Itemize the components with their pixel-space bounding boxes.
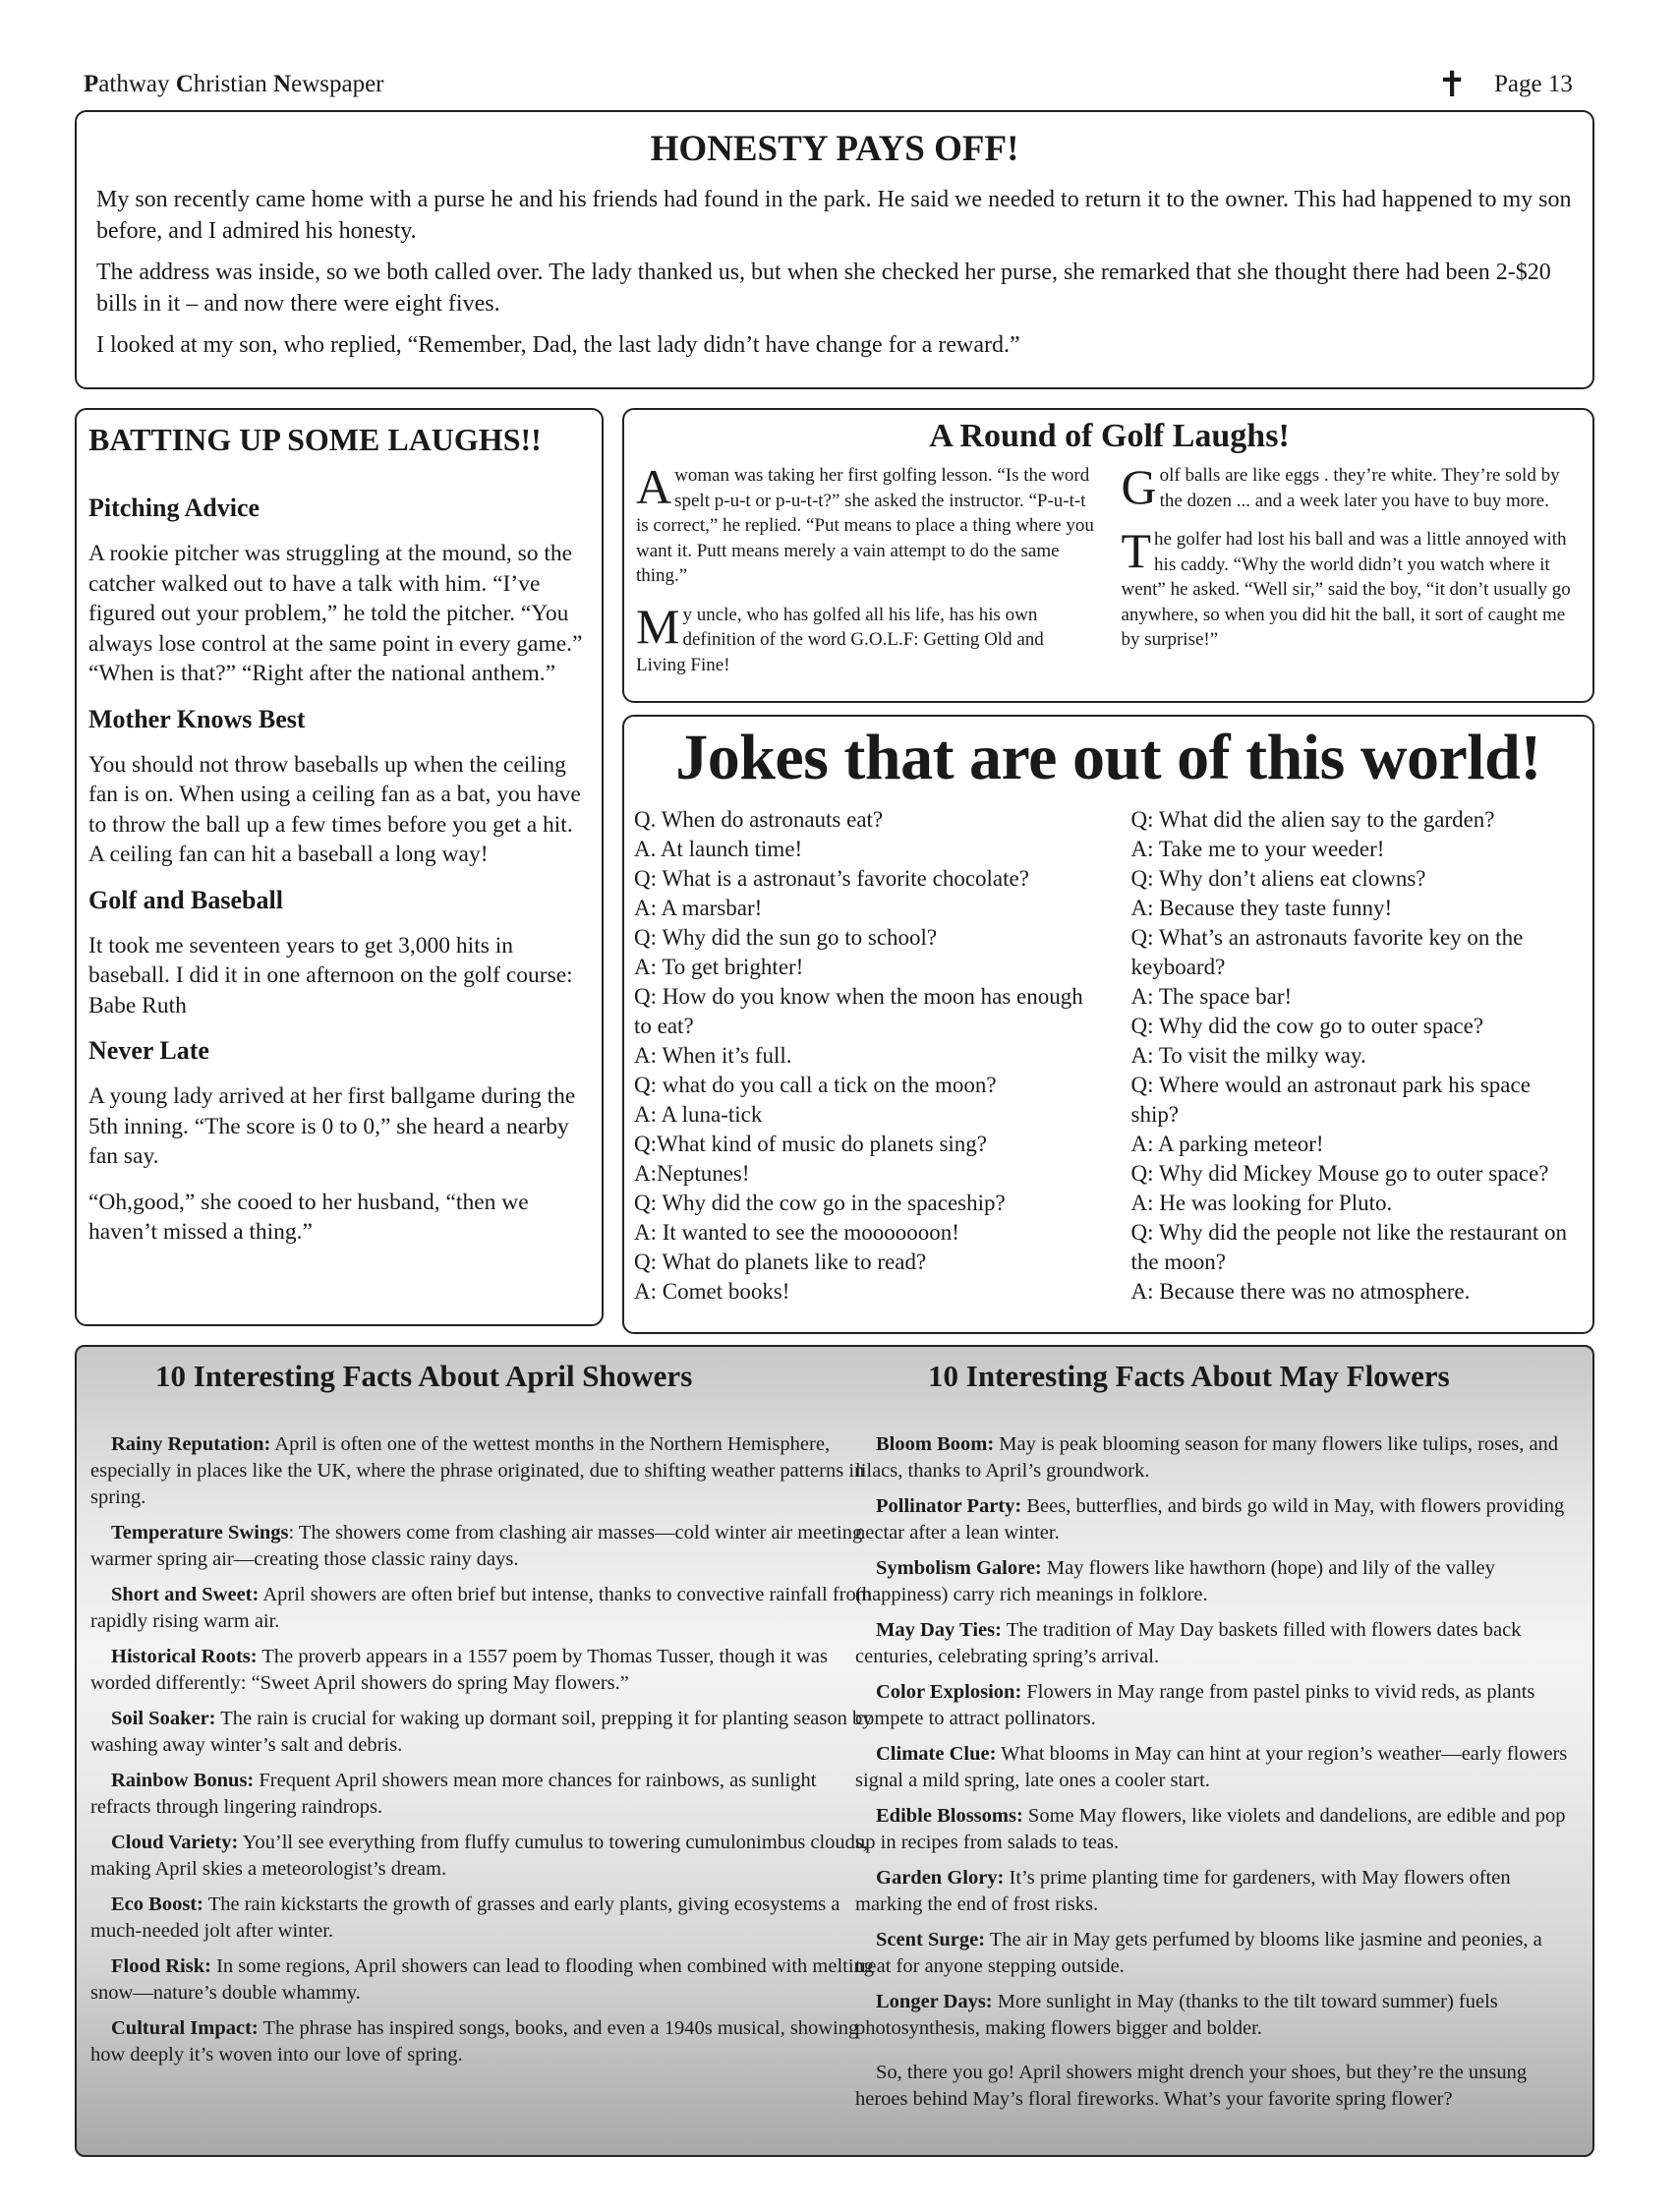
fact-text: : The showers come from clashing air masses—cold winter air meeting warmer spring air—creating those classic rainy days. — [90, 1522, 863, 1570]
april-fact — [90, 1892, 877, 1945]
may-fact — [855, 1679, 1583, 1732]
april-fact — [90, 1520, 877, 1573]
may-fact — [855, 1493, 1583, 1546]
joke-line: Q: Why did the cow go to outer space? — [1130, 1014, 1484, 1038]
fact-label: Bloom Boom: — [876, 1433, 995, 1455]
fact-label: Color Explosion: — [876, 1681, 1022, 1703]
fact-text: It’s prime planting time for gardeners, with May flowers often marking the end of frost risks. — [855, 1867, 1511, 1915]
april-fact — [90, 2015, 877, 2068]
fact-text: What blooms in May can hint at your region’s weather—early flowers signal a mild spring, late ones a cooler start. — [855, 1743, 1568, 1791]
closing-paragraph: So, there you go! April showers might drench your shoes, but they’re the unsung heroes behind May’s floral fireworks. What’s your favorite spring flower? — [855, 2062, 1528, 2110]
joke-line: A: A luna-tick — [634, 1102, 763, 1127]
may-fact — [855, 1989, 1583, 2042]
joke-line: Q: What’s an astronauts favorite key on the keyboard? — [1130, 925, 1524, 979]
space-jokes-title: Jokes that are out of this world! — [675, 722, 1541, 793]
honesty-paragraph: I looked at my son, who replied, “Remember, Dad, the last lady didn’t have change for a reward.” — [96, 332, 1020, 358]
fact-label: Temperature Swings — [111, 1522, 289, 1543]
april-fact — [90, 1706, 877, 1759]
space-jokes-left-column — [634, 805, 1086, 1307]
april-fact — [90, 1953, 877, 2007]
fact-text: The rain is crucial for waking up dormant soil, prepping it for planting season by washing away winter’s salt and debris. — [90, 1708, 873, 1756]
golf-joke — [1121, 459, 1584, 514]
masthead-word-newspaper: ewspaper — [291, 71, 384, 97]
may-fact — [855, 1865, 1583, 1918]
may-fact — [855, 1927, 1583, 1980]
fact-text: April showers are often brief but intense, thanks to convective rainfall from rapidly rising warm air. — [90, 1584, 872, 1632]
masthead-word-christian: hristian — [193, 71, 274, 97]
joke-line: Q: How do you know when the moon has enough to eat? — [634, 984, 1083, 1038]
joke-line: A: To visit the milky way. — [1130, 1043, 1366, 1068]
joke-line: Q: Why did Mickey Mouse go to outer space? — [1130, 1161, 1549, 1186]
honesty-article — [75, 110, 1594, 389]
joke-line: Q: what do you call a tick on the moon? — [634, 1073, 997, 1097]
fact-label: Short and Sweet: — [111, 1584, 260, 1605]
joke-line: Q: Why did the sun go to school? — [634, 925, 938, 950]
fact-text: The rain kickstarts the growth of grasses and early plants, giving ecosystems a much-needed jolt after winter. — [90, 1893, 840, 1942]
fact-text: More sunlight in May (thanks to the tilt toward summer) fuels photosynthesis, making flowers bigger and bolder. — [855, 1991, 1498, 2039]
batting-article — [75, 408, 604, 1326]
fact-text: Frequent April showers mean more chances for rainbows, as sunlight refracts through lingering raindrops. — [90, 1770, 817, 1818]
fact-text: Some May flowers, like violets and dandelions, are edible and pop up in recipes from salads to teas. — [855, 1805, 1566, 1853]
fact-label: Flood Risk: — [111, 1955, 211, 1977]
april-fact — [90, 1830, 877, 1883]
fact-label: Scent Surge: — [876, 1929, 986, 1950]
fact-label: Eco Boost: — [111, 1893, 203, 1915]
golf-title: A Round of Golf Laughs! — [929, 418, 1290, 454]
joke-line: Q: What do planets like to read? — [634, 1250, 927, 1274]
drop-cap: M — [636, 598, 680, 654]
cross-icon: ✝ — [1437, 65, 1468, 104]
golf-joke-text: olf balls are like eggs . they’re white. They’re sold by the dozen ... and a week later you have to buy more. — [1159, 465, 1560, 511]
golf-joke-text: woman was taking her first golfing lesson. “Is the word spelt p-u-t or p-u-t-t?” she asked the instructor. “P-u-t-t is correct,” he replied. “Put means to place a thing where you want it. Putt means merely a vain attempt to do the same thing.” — [636, 465, 1094, 586]
golf-joke — [636, 459, 1098, 589]
fact-text: The phrase has inspired songs, books, and even a 1940s musical, showing how deeply it’s woven into our love of spring. — [90, 2017, 859, 2066]
fact-text: Bees, butterflies, and birds go wild in May, with flowers providing nectar after a lean winter. — [855, 1495, 1565, 1543]
joke-line: A: Take me to your weeder! — [1130, 837, 1385, 861]
april-fact — [90, 1644, 877, 1697]
newspaper-masthead — [84, 71, 384, 98]
fact-text: The air in May gets perfumed by blooms like jasmine and peonies, a treat for anyone stepping outside. — [855, 1929, 1542, 1977]
honesty-paragraph: The address was inside, so we both called over. The lady thanked us, but when she checked her purse, she remarked that she thought there had been 2-$20 bills in it – and now there were eight fives. — [96, 260, 1551, 317]
masthead-initial-p: P — [84, 71, 99, 97]
fact-label: Climate Clue: — [876, 1743, 997, 1765]
joke-heading: Pitching Advice — [88, 494, 260, 522]
may-fact — [855, 1431, 1583, 1484]
joke-line: Q: What is a astronaut’s favorite chocolate? — [634, 866, 1029, 891]
joke-line: Q:What kind of music do planets sing? — [634, 1132, 987, 1156]
fact-label: Pollinator Party: — [876, 1495, 1022, 1517]
may-facts-title: 10 Interesting Facts About May Flowers — [928, 1359, 1450, 1393]
joke-line: A: The space bar! — [1130, 984, 1293, 1009]
fact-label: Cultural Impact: — [111, 2017, 259, 2039]
fact-label: Rainy Reputation: — [111, 1433, 271, 1455]
joke-line: A: It wanted to see the mooooooon! — [634, 1220, 959, 1245]
joke-heading: Never Late — [88, 1036, 209, 1065]
fact-text: The proverb appears in a 1557 poem by Thomas Tusser, though it was worded differently: “Sweet April showers do spring May flowers.” — [90, 1646, 828, 1694]
golf-column-left — [636, 459, 1098, 691]
joke-line: A. At launch time! — [634, 837, 803, 861]
space-jokes-article — [622, 715, 1594, 1334]
drop-cap: T — [1121, 523, 1152, 578]
joke-line: A: To get brighter! — [634, 955, 804, 979]
fact-label: Longer Days: — [876, 1991, 993, 2012]
golf-joke — [636, 598, 1098, 678]
fact-text: You’ll see everything from fluffy cumulus to towering cumulonimbus clouds, making April skies a meteorologist’s dream. — [90, 1832, 869, 1880]
joke-text: It took me seventeen years to get 3,000 hits in baseball. I did it in one afternoon on the golf course: Babe Ruth — [88, 932, 573, 1019]
may-fact — [855, 1617, 1583, 1670]
joke-heading: Mother Knows Best — [88, 704, 306, 733]
joke-text: A young lady arrived at her first ballgame during the 5th inning. “The score is 0 to 0,” she heard a nearby fan say. — [88, 1083, 576, 1169]
golf-joke-text: y uncle, who has golfed all his life, has his own definition of the word G.O.L.F: Getting Old and Living Fine! — [636, 604, 1044, 675]
april-fact — [90, 1768, 877, 1821]
fact-text: The tradition of May Day baskets filled with flowers dates back centuries, celebrating spring’s arrival. — [855, 1619, 1522, 1667]
joke-heading: Golf and Baseball — [88, 885, 283, 914]
may-fact — [855, 1803, 1583, 1856]
fact-text: May is peak blooming season for many flowers like tulips, roses, and lilacs, thanks to April’s groundwork. — [855, 1433, 1559, 1482]
facts-section — [75, 1345, 1594, 2157]
fact-label: Soil Soaker: — [111, 1708, 216, 1729]
may-facts-list — [855, 1431, 1583, 2122]
honesty-paragraph: My son recently came home with a purse he and his friends had found in the park. He said we needed to return it to the owner. This had happened to my son before, and I admired his honesty. — [96, 187, 1572, 244]
april-fact — [90, 1582, 877, 1635]
fact-text: April is often one of the wettest months in the Northern Hemisphere, especially in places like the UK, where the phrase originated, due to shifting weather patterns in spring. — [90, 1433, 865, 1508]
joke-text: You should not throw baseballs up when the ceiling fan is on. When using a ceiling fan as a bat, you have to throw the ball up a few times before you get a hit. A ceiling fan can hit a baseball a long way! — [88, 751, 581, 867]
joke-text: A rookie pitcher was struggling at the mound, so the catcher walked out to have a talk with him. “I’ve figured out your problem,” he told the pitcher. “You always lose control at the same point in every game.” “When is that?” “Right after the national anthem.” — [88, 541, 583, 686]
joke-line: Q: Why did the cow go in the spaceship? — [634, 1191, 1006, 1215]
golf-joke-text: he golfer had lost his ball and was a little annoyed with his caddy. “Why the world didn’t you watch where it went” he asked. “Well sir,” said the boy, “it don’t usually go anywhere, so when you did hit the ball, it sort of caught me by surprise!” — [1121, 529, 1571, 650]
april-facts-list — [90, 1431, 877, 2077]
april-facts-title: 10 Interesting Facts About April Showers — [155, 1359, 693, 1393]
batting-title: BATTING UP SOME LAUGHS!! — [88, 422, 542, 457]
joke-line: Q: What did the alien say to the garden? — [1130, 807, 1495, 832]
fact-label: Symbolism Galore: — [876, 1557, 1042, 1579]
joke-line: A: Because there was no atmosphere. — [1130, 1279, 1471, 1304]
golf-article — [622, 408, 1594, 703]
page-number: Page 13 — [1494, 71, 1573, 97]
drop-cap: A — [636, 459, 672, 514]
may-fact — [855, 1555, 1583, 1608]
fact-label: Rainbow Bonus: — [111, 1770, 255, 1791]
joke-line: Q. When do astronauts eat? — [634, 807, 884, 832]
joke-line: A: He was looking for Pluto. — [1130, 1191, 1393, 1215]
joke-line: A:Neptunes! — [634, 1161, 750, 1186]
fact-text: In some regions, April showers can lead to flooding when combined with melting snow—nature’s double whammy. — [90, 1955, 875, 2004]
joke-line: Q: Where would an astronaut park his space ship? — [1130, 1073, 1531, 1127]
joke-text: “Oh,good,” she cooed to her husband, “then we haven’t missed a thing.” — [88, 1189, 529, 1245]
golf-joke — [1121, 523, 1584, 653]
may-fact — [855, 1741, 1583, 1794]
masthead-word-pathway: athway — [98, 71, 176, 97]
joke-line: A: A parking meteor! — [1130, 1132, 1324, 1156]
fact-label: Cloud Variety: — [111, 1832, 239, 1853]
masthead-initial-c: C — [175, 71, 194, 97]
joke-line: Q: Why don’t aliens eat clowns? — [1130, 866, 1426, 891]
april-fact — [90, 1431, 877, 1511]
fact-label: Garden Glory: — [876, 1867, 1005, 1889]
fact-text: Flowers in May range from pastel pinks to vivid reds, as plants compete to attract pollinators. — [855, 1681, 1535, 1729]
joke-line: Q: Why did the people not like the restaurant on the moon? — [1130, 1220, 1567, 1274]
honesty-title: HONESTY PAYS OFF! — [650, 129, 1019, 169]
fact-label: Edible Blossoms: — [876, 1805, 1023, 1827]
drop-cap: G — [1121, 459, 1157, 514]
golf-column-right — [1121, 459, 1584, 691]
joke-line: A: Comet books! — [634, 1279, 790, 1304]
fact-label: Historical Roots: — [111, 1646, 258, 1667]
joke-line: A: Because they taste funny! — [1130, 896, 1393, 920]
fact-label: May Day Ties: — [876, 1619, 1002, 1641]
joke-line: A: A marsbar! — [634, 896, 763, 920]
joke-line: A: When it’s full. — [634, 1043, 792, 1068]
fact-text: May flowers like hawthorn (hope) and lily of the valley (happiness) carry rich meanings in folklore. — [855, 1557, 1495, 1605]
space-jokes-right-column — [1131, 805, 1584, 1307]
masthead-initial-n: N — [273, 71, 292, 97]
